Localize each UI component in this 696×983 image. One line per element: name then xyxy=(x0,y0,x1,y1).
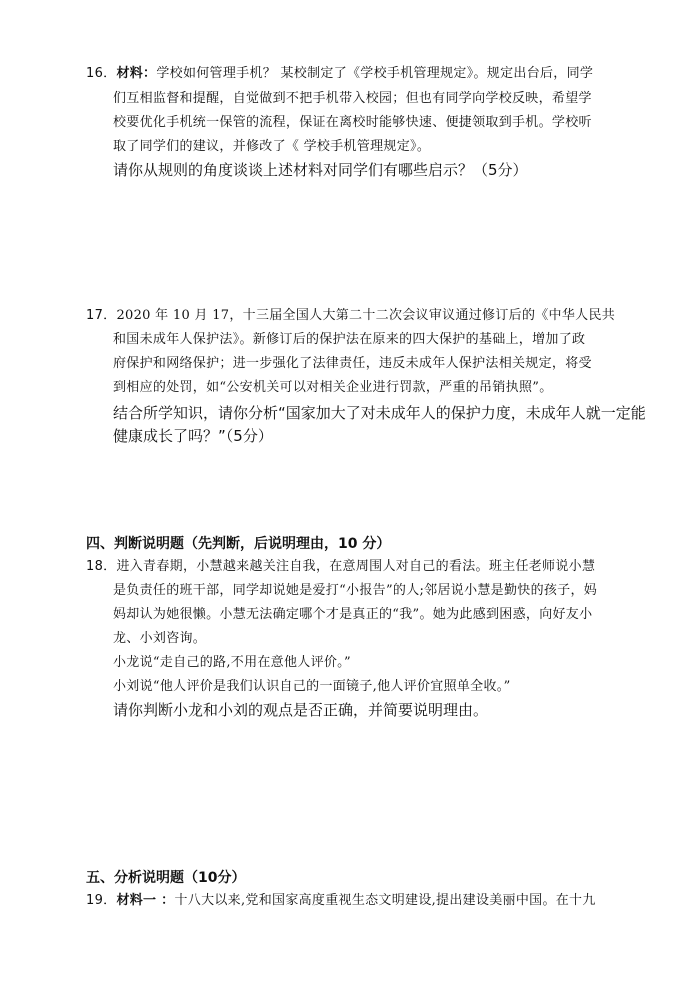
section-5-heading: 五、分析说明题（10分） xyxy=(86,870,246,886)
q17-line-1 xyxy=(86,308,615,324)
q18-text-6: 小刘说“他人评价是我们认识自己的一面镜子,他人评价宜照单全收。” xyxy=(113,679,511,694)
q16-number: 16． xyxy=(86,66,117,81)
q16-text-3: 校要优化手机统一保管的流程，保证在离校时能够快速、便捷领取到手机。学校听 xyxy=(113,115,592,130)
q18-text-4: 龙、小刘咨询。 xyxy=(113,631,207,646)
q18-number: 18． xyxy=(86,559,117,574)
q18-text-5: 小龙说“走自己的路,不用在意他人评价。” xyxy=(113,655,351,670)
q18-text-1: 进入青春期，小慧越来越关注自我，在意周围人对自己的看法。班主任老师说小慧 xyxy=(116,559,596,574)
q19-material-label: 材料一 ： xyxy=(116,893,175,908)
q16-text-4: 取了同学们的建议，并修改了《 学校手机管理规定》。 xyxy=(113,139,431,154)
q17-text-2: 和国未成年人保护法》。新修订后的保护法在原来的四大保护的基础上，增加了政 xyxy=(113,332,586,347)
q17-question-2: 健康成长了吗？”（5分） xyxy=(113,427,273,445)
q17-text-1: 2020 年 10 月 17，十三届全国人大第二十二次会议审议通过修订后的《中华人民共 xyxy=(116,308,616,323)
q16-text-1: 学校如何管理手机？ 某校制定了《学校手机管理规定》。规定出台后，同学 xyxy=(156,66,594,81)
q18-question: 请你判断小龙和小刘的观点是否正确，并简要说明理由。 xyxy=(113,701,489,719)
q19-number: 19． xyxy=(86,893,117,908)
q18-text-3: 妈却认为她很懒。小慧无法确定哪个才是真正的“我”。她为此感到困惑，向好友小 xyxy=(113,607,593,622)
q19-line-1 xyxy=(86,893,596,909)
q17-text-4: 到相应的处罚，如“公安机关可以对相关企业进行罚款，严重的吊销执照”。 xyxy=(113,380,553,395)
q19-text-1: 十八大以来,党和国家高度重视生态文明建设,提出建设美丽中国。在十九 xyxy=(174,893,596,908)
q17-question-1: 结合所学知识，请你分析“国家加大了对未成年人的保护力度，未成年人就一定能 xyxy=(113,404,646,422)
q18-text-2: 是负责任的班干部，同学却说她是爱打“小报告”的人;邻居说小慧是勤快的孩子，妈 xyxy=(113,583,598,598)
q18-line-1 xyxy=(86,559,595,575)
q16-line-1 xyxy=(86,66,593,82)
q17-number: 17． xyxy=(86,308,117,323)
q16-question: 请你从规则的角度谈谈上述材料对同学们有哪些启示？（5分） xyxy=(113,161,528,179)
section-4-heading: 四、判断说明题（先判断，后说明理由，10 分） xyxy=(86,536,391,552)
q17-text-3: 府保护和网络保护；进一步强化了法律责任，违反未成年人保护法相关规定，将受 xyxy=(113,356,592,371)
q16-material-label: 材料： xyxy=(116,66,157,81)
q16-text-2: 们互相监督和提醒，自觉做到不把手机带入校园；但也有同学向学校反映，希望学 xyxy=(113,91,592,106)
